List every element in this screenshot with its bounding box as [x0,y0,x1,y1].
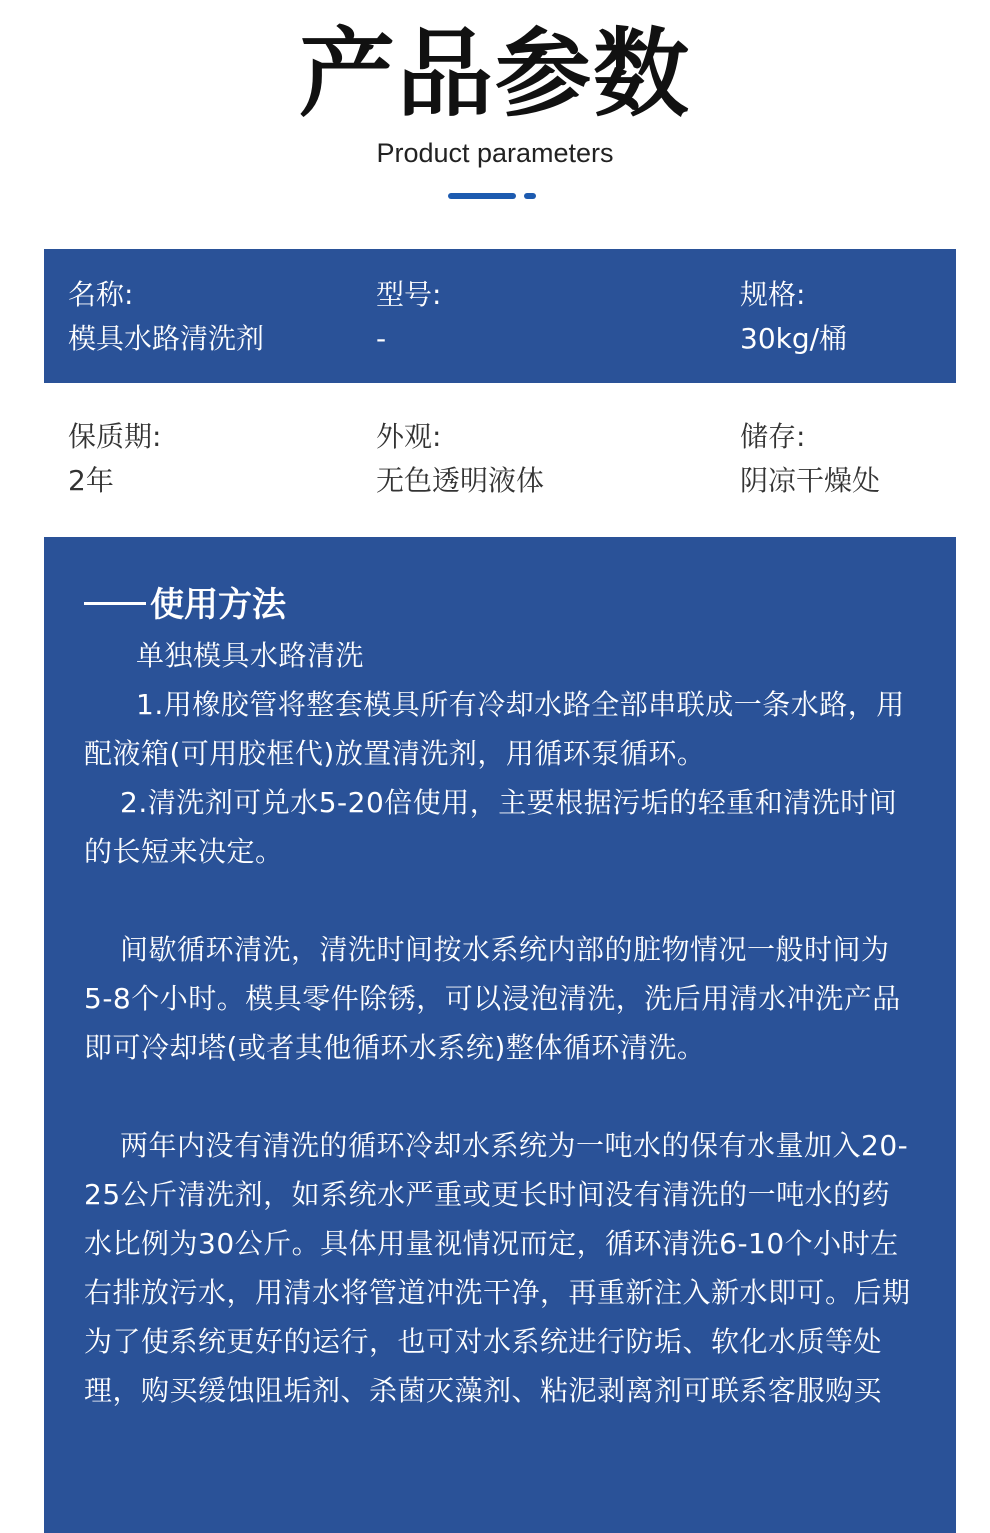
param-spec-value: 30kg/桶 [740,322,848,355]
heading-dash [84,602,146,605]
page-subtitle: Product parameters [376,138,614,168]
param-shelf-life-value: 2年 [68,464,114,497]
param-model [376,273,441,361]
param-model-label: 型号: [376,278,442,311]
usage-sub-heading: 单独模具水路清洗 [136,639,365,672]
param-appearance [376,415,544,503]
usage-heading [84,579,914,631]
usage-para-intermittent: 间歇循环清洗，清洗时间按水系统内部的脏物情况一般时间为5-8个小时。模具零件除锈，可以浸泡清洗，洗后用清水冲洗产品即可冷却塔(或者其他循环水系统)整体循环清洗。 [84,933,901,1064]
paragraph-gap [84,876,914,925]
title-underline [448,193,516,199]
param-name-label: 名称: [68,278,134,311]
usage-para-two-year: 两年内没有清洗的循环冷却水系统为一吨水的保有水量加入20-25公斤清洗剂，如系统水严重或更长时间没有清洗的一吨水的药水比例为30公斤。具体用量视情况而定，循环清洗6-10个小时左右排放污水，用清水将管道冲洗干净，再重新注入新水即可。后期为了使系统更好的运行，也可对水系统进行防垢、软化水质等处理，购买缓蚀阻垢剂、杀菌灭藻剂、粘泥剥离剂可联系客服购买 [84,1129,911,1407]
usage-panel [44,537,956,1533]
param-name [68,273,264,361]
param-name-value: 模具水路清洗剂 [68,322,265,355]
usage-step-1: 1.用橡胶管将整套模具所有冷却水路全部串联成一条水路，用配液箱(可用胶框代)放置清洗剂，用循环泵循环。 [84,688,905,770]
param-appearance-value: 无色透明液体 [376,464,545,497]
param-shelf-life-label: 保质期: [68,420,162,453]
param-appearance-label: 外观: [376,420,442,453]
title-underline-dot [524,193,536,199]
paragraph-gap [84,1072,914,1121]
params-row-2 [44,405,956,517]
param-spec [740,273,847,361]
usage-content [84,579,914,1415]
page-title: 产品参数 [299,18,691,130]
params-row-1 [44,249,956,383]
usage-heading-text: 使用方法 [150,585,286,625]
param-shelf-life [68,415,161,503]
param-model-value: - [376,322,387,355]
param-spec-label: 规格: [740,278,806,311]
usage-step-2: 2.清洗剂可兑水5-20倍使用，主要根据污垢的轻重和清洗时间的长短来决定。 [84,786,898,868]
param-storage [740,415,880,503]
param-storage-value: 阴凉干燥处 [740,464,881,497]
param-storage-label: 储存: [740,420,806,453]
